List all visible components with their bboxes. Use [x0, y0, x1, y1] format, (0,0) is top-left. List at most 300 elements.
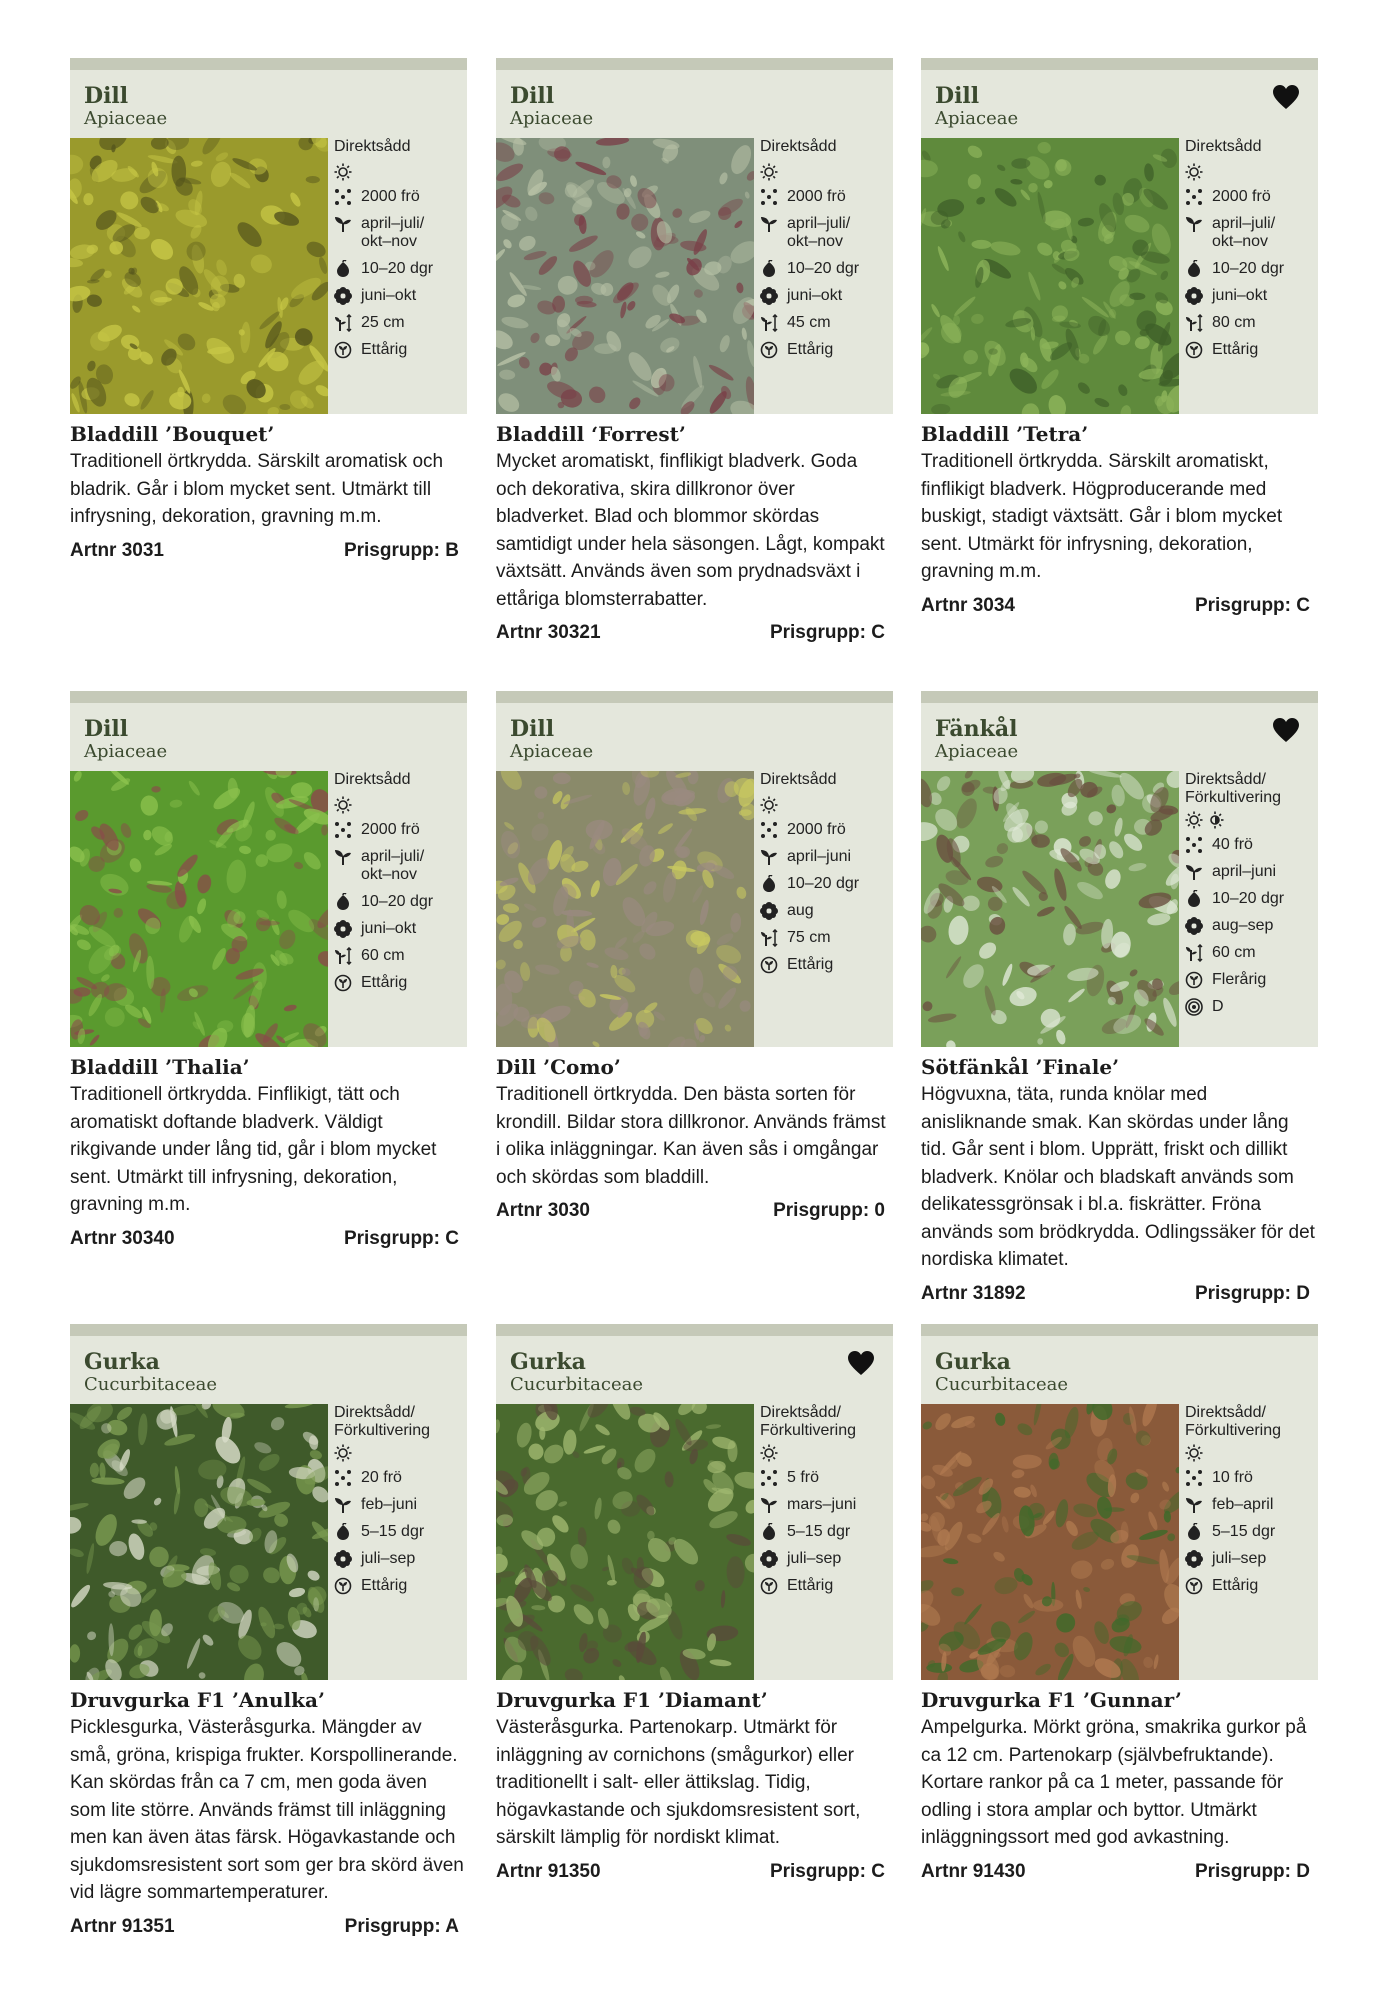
product-card-thalia: [70, 691, 467, 1253]
sowing-method: [760, 138, 890, 156]
sowing-time: [1185, 215, 1315, 251]
life-cycle-text: Ettårig: [361, 341, 408, 358]
product-meta: [496, 619, 893, 647]
germination-time: [760, 260, 890, 278]
seed-count-text: 2000 frö: [787, 821, 846, 838]
seed-drop-icon: [760, 260, 778, 278]
sowing-line-1: Direktsådd/: [334, 1404, 415, 1421]
product-description: Traditionell örtkrydda. Särskilt aromatiskt, finflikigt bladverk. Högproducerande med buskigt, stadigt växtsätt. Går i blom mycket sent. Utmärkt för infrysning, dekoration, gravning m.m.: [921, 451, 1283, 582]
life-cycle: [1185, 341, 1315, 359]
heart-icon: [1272, 84, 1300, 112]
life-cycle-text: Ettårig: [1212, 341, 1259, 358]
product-meta: [921, 592, 1318, 620]
sowing-text: Direktsådd: [334, 138, 411, 155]
seed-drop-icon: [334, 1523, 352, 1541]
flowering-text: juni–okt: [1212, 287, 1268, 304]
family-label: Apiaceae: [510, 108, 594, 129]
product-meta: [70, 1913, 467, 1941]
product-card-como: [496, 691, 893, 1225]
germination-time: [334, 893, 464, 911]
light-requirement: [1185, 163, 1315, 181]
seed-count: [1185, 188, 1315, 206]
light-requirement: [334, 163, 464, 181]
sprout-icon: [334, 848, 352, 866]
life-cycle: [334, 341, 464, 359]
plant-height: [1185, 944, 1315, 962]
sowing-time-text: april–juni: [1212, 863, 1277, 880]
seed-count: [334, 188, 464, 206]
sowing-time-text: feb–april: [1212, 1496, 1274, 1513]
flower-icon: [760, 902, 778, 920]
seeds-icon: [334, 1469, 352, 1487]
product-description: Mycket aromatiskt, finflikigt bladverk. Goda och dekorativa, skira dillkronor över bladverket. Blad och blommor skördas samtidigt under hela säsongen. Lågt, kompakt växtsätt. Används även som prydnadsväxt i ettåriga blomsterrabatter.: [496, 451, 885, 610]
flower-icon: [1185, 917, 1203, 935]
article-number: Artnr 31892: [921, 1282, 1026, 1304]
germination-time: [1185, 890, 1315, 908]
card-body: [921, 771, 1318, 1047]
life-cycle-text: Ettårig: [787, 1577, 834, 1594]
article-number: Artnr 91430: [921, 1860, 1026, 1882]
germination-time: [760, 875, 890, 893]
light-requirement: [760, 163, 890, 181]
life-cycle-text: Ettårig: [361, 1577, 408, 1594]
sun-icon: [760, 1444, 778, 1462]
flowering-text: juli–sep: [361, 1550, 416, 1567]
sprout-icon: [1185, 863, 1203, 881]
germination-text: 5–15 dgr: [1212, 1523, 1276, 1540]
seeds-icon: [1185, 836, 1203, 854]
height-icon: [334, 314, 352, 332]
sun-icon: [334, 1444, 352, 1462]
card-body: [70, 771, 467, 1047]
sowing-text: [1185, 1404, 1281, 1440]
family-label: Apiaceae: [84, 741, 168, 762]
sowing-method: [1185, 1404, 1315, 1440]
spec-list: [1185, 138, 1315, 368]
life-cycle: [334, 1577, 464, 1595]
flowering-time: [1185, 287, 1315, 305]
cycle-icon: [1185, 971, 1203, 989]
seed-count: [760, 188, 890, 206]
product-card-bouquet: [70, 58, 467, 565]
product-name: Druvgurka F1 ’Gunnar’: [921, 1688, 1182, 1712]
seed-drop-icon: [1185, 1523, 1203, 1541]
spec-list: [334, 1404, 464, 1604]
sun-icon: [760, 796, 778, 814]
article-number: Artnr 3030: [496, 1200, 590, 1221]
seed-count: [334, 821, 464, 839]
genus-label: Dill: [510, 83, 555, 109]
photo-texture: [109, 241, 123, 254]
article-number: Artnr 3031: [70, 539, 164, 561]
card-body: [70, 138, 467, 414]
light-requirement: [334, 796, 464, 814]
sowing-text: [1185, 771, 1281, 807]
sowing-method: [334, 1404, 464, 1440]
card-header: [496, 58, 893, 138]
sowing-time-text: april–juni: [787, 848, 852, 865]
sun-icon: [334, 163, 352, 181]
price-group: Prisgrupp: C: [769, 622, 885, 643]
sprout-icon: [334, 1496, 352, 1514]
card-header: [496, 1324, 893, 1404]
card-header: [70, 691, 467, 771]
card-header: [70, 1324, 467, 1404]
germination-time: [334, 260, 464, 278]
genus-label: Dill: [84, 83, 129, 109]
germination-text: 10–20 dgr: [1212, 890, 1285, 907]
sowing-time: [760, 848, 890, 866]
seed-count-text: 10 frö: [1212, 1469, 1253, 1486]
seed-drop-icon: [334, 893, 352, 911]
sun-icon: [760, 163, 778, 181]
product-description: Traditionell örtkrydda. Finflikigt, tätt och aromatiskt doftande bladverk. Väldigt rikgivande under lång tid, går i blom mycket sent. Utmärkt till infrysning, dekoration, gravning m.m.: [70, 1084, 437, 1215]
height-text: 75 cm: [787, 929, 831, 946]
height-icon: [1185, 314, 1203, 332]
life-cycle: [760, 956, 890, 974]
germination-time: [1185, 1523, 1315, 1541]
product-card-diamant: [496, 1324, 893, 1886]
sowing-time-text: [787, 215, 850, 251]
family-label: Apiaceae: [84, 108, 168, 129]
germination-text: 10–20 dgr: [1212, 260, 1285, 277]
seed-count-text: 40 frö: [1212, 836, 1253, 853]
product-name: Bladdill ’Bouquet’: [70, 422, 275, 446]
product-name: Druvgurka F1 ’Diamant’: [496, 1688, 768, 1712]
sowing-line-1: Direktsådd/: [1185, 1404, 1266, 1421]
sowing-time: [1185, 1496, 1315, 1514]
sowing-method: [334, 771, 464, 789]
product-name: Sötfänkål ’Finale’: [921, 1055, 1120, 1079]
sowing-time-line-2: okt–nov: [361, 866, 418, 883]
germination-time: [760, 1523, 890, 1541]
sowing-line-1: Direktsådd/: [1185, 771, 1266, 788]
sowing-time-line-1: april–juli/: [361, 215, 425, 232]
flowering-time: [334, 1550, 464, 1568]
sowing-text: [334, 1404, 430, 1440]
plant-height: [334, 314, 464, 332]
product-meta: [921, 1280, 1318, 1308]
article-number: Artnr 3034: [921, 594, 1015, 616]
product-card-forrest: [496, 58, 893, 647]
product-photo: [921, 1404, 1179, 1680]
seed-drop-icon: [1185, 890, 1203, 908]
sun-icon: [1185, 163, 1203, 181]
seed-drop-icon: [760, 1523, 778, 1541]
sowing-time: [334, 848, 464, 884]
spec-list: [334, 771, 464, 1001]
cycle-icon: [1185, 1577, 1203, 1595]
seed-count-text: 2000 frö: [1212, 188, 1271, 205]
sowing-method: [760, 1404, 890, 1440]
spec-list: [334, 138, 464, 368]
sowing-line-2: Förkultivering: [1185, 789, 1282, 806]
sowing-time: [1185, 863, 1315, 881]
spec-list: [1185, 1404, 1315, 1604]
genus-label: Dill: [510, 716, 555, 742]
flowering-text: juli–sep: [787, 1550, 842, 1567]
life-cycle: [760, 341, 890, 359]
price-group: Prisgrupp: B: [343, 539, 459, 561]
sowing-method: [760, 771, 890, 789]
light-requirement: [1185, 1444, 1315, 1462]
product-photo: [921, 771, 1179, 1047]
height-text: 80 cm: [1212, 314, 1256, 331]
flower-icon: [1185, 287, 1203, 305]
product-name: Druvgurka F1 ’Anulka’: [70, 1688, 325, 1712]
family-label: Apiaceae: [510, 741, 594, 762]
light-requirement: [760, 1444, 890, 1462]
sowing-time: [760, 1496, 890, 1514]
flower-icon: [334, 1550, 352, 1568]
family-label: Cucurbitaceae: [84, 1374, 218, 1395]
family-label: Apiaceae: [935, 741, 1019, 762]
spec-list: [760, 771, 890, 983]
sprout-icon: [760, 848, 778, 866]
seeds-icon: [760, 1469, 778, 1487]
sowing-time-text: [1212, 215, 1275, 251]
card-header: [496, 691, 893, 771]
sowing-line-2: Förkultivering: [1185, 1422, 1282, 1439]
product-meta: [70, 537, 467, 565]
product-name: Bladdill ’Tetra’: [921, 422, 1089, 446]
flowering-text: juni–okt: [787, 287, 843, 304]
germination-text: 10–20 dgr: [787, 260, 860, 277]
article-number: Artnr 30340: [70, 1227, 175, 1249]
product-description: Ampelgurka. Mörkt gröna, smakrika gurkor på ca 12 cm. Partenokarp (självbefruktande). Kortare rankor på ca 1 meter, passande för odling i stora amplar och byttor. Utmärkt inläggningssort med god avkastning.: [921, 1717, 1307, 1848]
sowing-time-text: feb–juni: [361, 1496, 418, 1513]
photo-texture: [166, 278, 183, 294]
flowering-text: juni–okt: [361, 920, 417, 937]
card-header: [921, 691, 1318, 771]
germination-text: 10–20 dgr: [361, 260, 434, 277]
seed-count-text: 20 frö: [361, 1469, 402, 1486]
seed-drop-icon: [334, 260, 352, 278]
price-group: Prisgrupp: C: [343, 1227, 459, 1249]
product-meta: [921, 1858, 1318, 1886]
sowing-line-1: Direktsådd/: [760, 1404, 841, 1421]
family-label: Cucurbitaceae: [935, 1374, 1069, 1395]
sowing-method: [1185, 771, 1315, 807]
height-text: 60 cm: [361, 947, 405, 964]
sowing-time-text: mars–juni: [787, 1496, 857, 1513]
seed-drop-icon: [1185, 260, 1203, 278]
sowing-method: [1185, 138, 1315, 156]
height-text: 60 cm: [1212, 944, 1256, 961]
product-meta: [496, 1197, 893, 1225]
price-group: Prisgrupp: C: [1194, 594, 1310, 616]
product-photo: [921, 138, 1179, 414]
flowering-text: aug: [787, 902, 814, 919]
light-requirement: [760, 796, 890, 814]
flowering-time: [1185, 1550, 1315, 1568]
sowing-time: [334, 1496, 464, 1514]
flowering-time: [760, 287, 890, 305]
product-description: Västeråsgurka. Partenokarp. Utmärkt för inläggning av cornichons (smågurkor) eller traditionellt i salt- eller ättikslag. Tidig, högavkastande och sjukdomsresistent sort, särskilt lämplig för nordiskt klimat.: [496, 1717, 861, 1848]
photo-texture: [260, 1622, 266, 1626]
life-cycle-text: Ettårig: [787, 341, 834, 358]
life-cycle: [760, 1577, 890, 1595]
article-number: Artnr 91350: [496, 1860, 601, 1882]
flowering-time: [1185, 917, 1315, 935]
germination-text: 10–20 dgr: [787, 875, 860, 892]
seeds-icon: [760, 188, 778, 206]
photo-texture: [259, 921, 280, 926]
product-photo: [496, 771, 754, 1047]
seeds-icon: [1185, 1469, 1203, 1487]
seeds-icon: [1185, 188, 1203, 206]
seeds-icon: [760, 821, 778, 839]
seed-count-text: 2000 frö: [361, 821, 420, 838]
seeds-icon: [334, 821, 352, 839]
product-photo: [70, 771, 328, 1047]
genus-label: Gurka: [510, 1349, 586, 1375]
life-cycle-text: Ettårig: [361, 974, 408, 991]
flower-icon: [334, 920, 352, 938]
flower-icon: [760, 287, 778, 305]
sowing-time-line-1: april–juli/: [1212, 215, 1276, 232]
price-group: Prisgrupp: 0: [773, 1200, 885, 1221]
sowing-line-2: Förkultivering: [760, 1422, 857, 1439]
seeds-icon: [334, 188, 352, 206]
spec-list: [1185, 771, 1315, 1025]
light-requirement: [1185, 811, 1315, 829]
sowing-time-text: [361, 215, 424, 251]
life-cycle: [1185, 971, 1315, 989]
card-header: [70, 58, 467, 138]
product-card-gunnar: [921, 1324, 1318, 1886]
product-card-anulka: [70, 1324, 467, 1941]
sowing-time-line-1: april–juli/: [361, 848, 425, 865]
zone-target-icon: [1185, 998, 1203, 1016]
plant-height: [760, 929, 890, 947]
card-header: [921, 1324, 1318, 1404]
height-icon: [1185, 944, 1203, 962]
seed-count-text: 2000 frö: [361, 188, 420, 205]
article-number: Artnr 30321: [496, 622, 601, 643]
spec-list: [760, 1404, 890, 1604]
germination-text: 5–15 dgr: [787, 1523, 851, 1540]
price-group: Prisgrupp: D: [1194, 1860, 1310, 1882]
sowing-text: Direktsådd: [760, 771, 837, 788]
card-body: [496, 1404, 893, 1680]
card-body: [921, 138, 1318, 414]
sowing-text: Direktsådd: [760, 138, 837, 155]
sprout-icon: [760, 1496, 778, 1514]
genus-label: Fänkål: [935, 716, 1018, 742]
genus-label: Gurka: [935, 1349, 1011, 1375]
product-description: Traditionell örtkrydda. Den bästa sorten för krondill. Bildar stora dillkronor. Används främst i olika inläggningar. Kan även sås i omgångar och skördas som bladdill.: [496, 1084, 886, 1188]
life-cycle-text: Flerårig: [1212, 971, 1267, 988]
flowering-text: juni–okt: [361, 287, 417, 304]
plant-height: [760, 314, 890, 332]
life-cycle-text: Ettårig: [1212, 1577, 1259, 1594]
product-description: Picklesgurka, Västeråsgurka. Mängder av små, gröna, krispiga frukter. Korspollinerande. Kan skördas från ca 7 cm, men goda även som lite större. Används främst till inläggning men kan även ätas färsk. Högavkastande och sjukdomsresistent sort som ger bra skörd även vid lägre sommartemperaturer.: [70, 1717, 464, 1903]
height-text: 25 cm: [361, 314, 405, 331]
flowering-time: [334, 920, 464, 938]
seed-count-text: 2000 frö: [787, 188, 846, 205]
product-description: Högvuxna, täta, runda knölar med anisliknande smak. Kan skördas under lång tid. Går sent i blom. Upprätt, friskt och dillikt bladverk. Knölar och bladskaft används som delikatessgrönsak i bl.a. fiskrätter. Fröna används som brödkrydda. Odlingssäker för det nordiska klimatet.: [921, 1084, 1315, 1270]
genus-label: Dill: [84, 716, 129, 742]
flower-icon: [1185, 1550, 1203, 1568]
plant-height: [334, 947, 464, 965]
sowing-text: Direktsådd: [334, 771, 411, 788]
sowing-line-2: Förkultivering: [334, 1422, 431, 1439]
seed-drop-icon: [760, 875, 778, 893]
height-icon: [334, 947, 352, 965]
sowing-time-text: [361, 848, 424, 884]
product-card-tetra: [921, 58, 1318, 620]
cycle-icon: [760, 956, 778, 974]
cycle-icon: [760, 1577, 778, 1595]
sowing-time-line-2: okt–nov: [361, 233, 418, 250]
seed-count-text: 5 frö: [787, 1469, 820, 1486]
product-photo: [496, 1404, 754, 1680]
heart-icon: [1272, 717, 1300, 745]
product-name: Bladdill ’Thalia’: [70, 1055, 250, 1079]
sprout-icon: [334, 215, 352, 233]
product-name: Dill ’Como’: [496, 1055, 621, 1079]
sprout-icon: [1185, 1496, 1203, 1514]
cycle-icon: [1185, 341, 1203, 359]
light-requirement: [334, 1444, 464, 1462]
height-icon: [760, 929, 778, 947]
flowering-time: [334, 287, 464, 305]
product-meta: [70, 1225, 467, 1253]
flowering-text: aug–sep: [1212, 917, 1274, 934]
product-photo: [496, 138, 754, 414]
germination-text: 10–20 dgr: [361, 893, 434, 910]
price-group: Prisgrupp: C: [769, 1860, 885, 1882]
product-photo: [70, 138, 328, 414]
sowing-text: [760, 1404, 856, 1440]
heart-icon: [847, 1350, 875, 1378]
product-description: Traditionell örtkrydda. Särskilt aromatisk och bladrik. Går i blom mycket sent. Utmärkt till infrysning, dekoration, gravning m.m.: [70, 451, 444, 527]
germination-time: [1185, 260, 1315, 278]
sun-icon: [1185, 1444, 1203, 1462]
height-text: 45 cm: [787, 314, 831, 331]
product-photo: [70, 1404, 328, 1680]
zone-text: D: [1212, 998, 1224, 1015]
seed-count: [334, 1469, 464, 1487]
life-cycle: [1185, 1577, 1315, 1595]
cycle-icon: [760, 341, 778, 359]
spec-list: [760, 138, 890, 368]
sowing-time-line-2: okt–nov: [787, 233, 844, 250]
flowering-time: [760, 902, 890, 920]
article-number: Artnr 91351: [70, 1915, 175, 1937]
seed-count: [760, 821, 890, 839]
flowering-text: juli–sep: [1212, 1550, 1267, 1567]
product-name: Bladdill ‘Forrest’: [496, 422, 686, 446]
card-body: [496, 771, 893, 1047]
flower-icon: [334, 287, 352, 305]
seed-count: [1185, 1469, 1315, 1487]
sprout-icon: [760, 215, 778, 233]
sun-icon: [334, 796, 352, 814]
life-cycle: [334, 974, 464, 992]
card-body: [496, 138, 893, 414]
sun-icon: [1185, 811, 1203, 829]
cycle-icon: [334, 1577, 352, 1595]
germination-text: 5–15 dgr: [361, 1523, 425, 1540]
plant-height: [1185, 314, 1315, 332]
flower-icon: [760, 1550, 778, 1568]
product-card-finale: [921, 691, 1318, 1308]
cycle-icon: [334, 974, 352, 992]
genus-label: Gurka: [84, 1349, 160, 1375]
cycle-icon: [334, 341, 352, 359]
